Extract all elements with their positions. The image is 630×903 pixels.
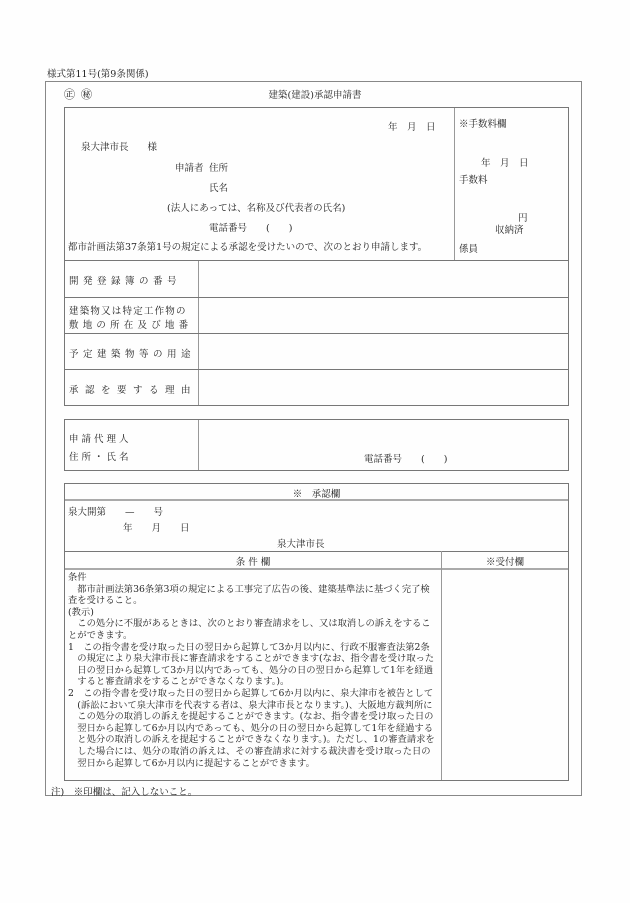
copy-mark-icon: ㊙ bbox=[81, 88, 98, 101]
condition-line: 2 この指令書を受け取った日の翌日から起算して6か月以内に、泉大津市を被告として(訴訟において泉大津市を代表する者は、泉大津市長となります。)、大阪地方裁判所にこの処分の取消しの訴えを提起することができます。(なお、指令書を受け取った日の翌日から起算して6か月以内であっても、処分の日の翌日から起算して1年を経過すると処分の取消しの訴えを提起することができなくなります。)。ただし、1の審査請求をした場合には、処分の取消の訴えは、その審査請求に対する裁決書を受け取った日の翌日から起算して6か月以内に提起することができます。 bbox=[68, 687, 435, 769]
conditions-body bbox=[65, 570, 441, 780]
fee-label: 手数料 bbox=[459, 175, 488, 186]
approval-date: 年 月 日 bbox=[123, 523, 190, 534]
receipt-field[interactable] bbox=[442, 570, 568, 780]
condition-line: 都市計画法第36条第3項の規定による工事完了広告の後、建築基準法に基づく完了検査を受けること。 bbox=[68, 583, 430, 607]
application-statement: 都市計画法第37条第1号の規定による承認を受けたいので、次のとおり申請します。 bbox=[68, 242, 428, 253]
condition-line: 1 この指令書を受け取った日の翌日から起算して3か月以内に、行政不服審査法第2条の規定により泉大津市長に審査請求をすることができます(なお、指令書を受け取った日の翌日から起算して3か月以内であっても、処分の日の翌日から起算して1年を経過すると審査請求をすることができなくなります。)。 bbox=[68, 641, 435, 688]
planned-use-field[interactable] bbox=[199, 334, 569, 369]
row-label-planned-use: 予定建築物等の用途 bbox=[69, 349, 196, 360]
fee-paid: 収納済 bbox=[495, 225, 524, 236]
agent-label-line1: 申請代理人 bbox=[69, 434, 132, 445]
registry-number-field[interactable] bbox=[199, 261, 569, 297]
agent-phone-field[interactable]: 電話番号 ( ) bbox=[364, 454, 448, 465]
row-label-reason: 承認を要する理由 bbox=[69, 385, 198, 396]
row-label-site-line1: 建築物又は特定工作物の bbox=[69, 306, 187, 317]
approval-number: 泉大開第 — 号 bbox=[68, 507, 164, 518]
condition-line: (教示) bbox=[68, 606, 94, 618]
application-section bbox=[64, 107, 569, 261]
approval-header: ※ 承認欄 bbox=[292, 489, 341, 500]
approval-header-line bbox=[65, 499, 568, 501]
agent-label-line2: 住所・氏名 bbox=[69, 452, 132, 463]
corporate-note: (法人にあっては、名称及び代表者の氏名) bbox=[167, 203, 346, 214]
conditions-text bbox=[68, 572, 438, 769]
form-number: 様式第11号(第9条関係) bbox=[47, 69, 149, 80]
details-table bbox=[64, 260, 569, 406]
addressee: 泉大津市長 様 bbox=[81, 142, 158, 153]
fee-divider bbox=[454, 108, 455, 260]
applicant-label: 申請者 bbox=[175, 163, 204, 174]
fee-clerk: 係員 bbox=[459, 244, 479, 255]
document-title: 建築(建設)承認申請書 bbox=[268, 90, 362, 101]
fee-box-title: ※手数料欄 bbox=[459, 119, 507, 130]
application-date[interactable]: 年 月 日 bbox=[388, 122, 436, 133]
approval-issuer: 泉大津市長 bbox=[277, 539, 325, 550]
receipt-header: ※受付欄 bbox=[485, 557, 524, 568]
footnote: 注) ※印欄は、記入しないこと。 bbox=[51, 787, 198, 798]
fee-yen: 円 bbox=[518, 213, 528, 224]
row-label-registry-number: 開発登録簿の番号 bbox=[69, 276, 182, 287]
original-mark-icon: ㊣ bbox=[64, 88, 81, 101]
agent-section bbox=[64, 419, 569, 471]
approval-section bbox=[64, 483, 569, 781]
applicant-name-field[interactable]: 氏名 bbox=[209, 183, 229, 194]
site-location-field[interactable] bbox=[199, 298, 569, 333]
applicant-phone-field[interactable]: 電話番号 ( ) bbox=[209, 223, 293, 234]
row-label-site-line2: 敷地の所在及び地番 bbox=[69, 320, 193, 331]
condition-line: 条件 bbox=[68, 572, 87, 583]
conditions-header: 条 件 欄 bbox=[235, 557, 271, 568]
condition-line: この処分に不服があるときは、次のとおり審査請求をし、又は取消しの訴えをすることができます。 bbox=[68, 618, 431, 641]
reason-field[interactable] bbox=[199, 370, 569, 406]
applicant-address-field[interactable]: 住所 bbox=[209, 163, 229, 174]
fee-date: 年 月 日 bbox=[481, 158, 529, 169]
conditions-top-line bbox=[65, 551, 568, 552]
